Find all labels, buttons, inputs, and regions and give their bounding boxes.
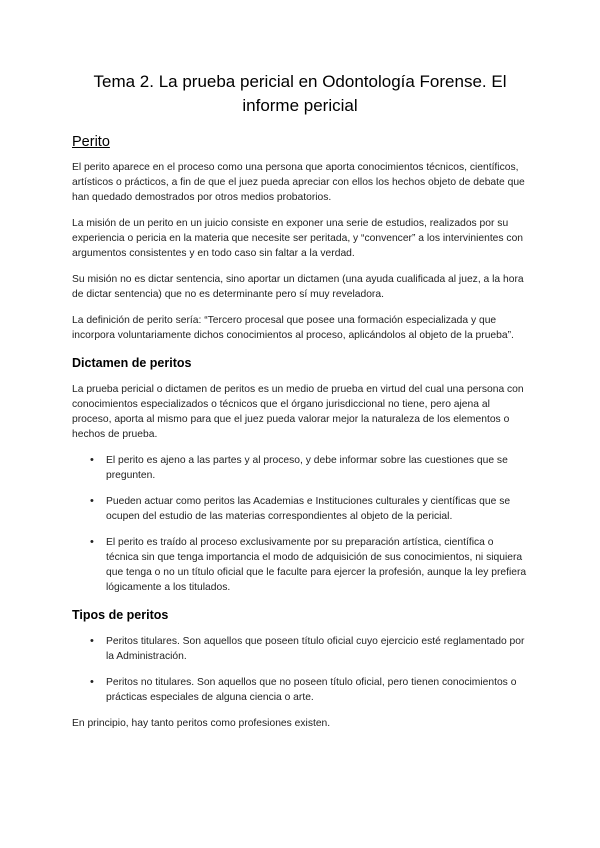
section-heading-perito: Perito bbox=[72, 134, 110, 150]
paragraph: La definición de perito sería: “Tercero procesal que posee una formación especializada y que incorpora voluntariamente dichos conocimientos al proceso, aplicándolos al objeto de la prueba”. bbox=[72, 315, 514, 341]
dictamen-bullet-list bbox=[72, 453, 528, 595]
list-item: • Peritos no titulares. Son aquellos que no poseen título oficial, pero tienen conocimientos o prácticas especiales de alguna ciencia o arte. bbox=[106, 675, 528, 705]
paragraph: En principio, hay tanto peritos como profesiones existen. bbox=[72, 718, 331, 729]
list-item: • El perito es traído al proceso exclusivamente por su preparación artística, científica o técnica sin que tenga importancia el modo de adquisición de sus conocimientos, ni siquiera que tenga o no un título oficial que le faculte para ejercer la profesión, aunque la ley prefiera lógicamente a los titulados. bbox=[106, 535, 528, 595]
paragraph: El perito aparece en el proceso como una persona que aporta conocimientos técnicos, científicos, artísticos o prácticos, a fin de que el juez pueda apreciar con ellos los hechos objeto de debate que han quedado demostrados por otros medios probatorios. bbox=[72, 162, 525, 203]
list-item: • El perito es ajeno a las partes y al proceso, y debe informar sobre las cuestiones que se pregunten. bbox=[106, 453, 528, 483]
paragraph: Su misión no es dictar sentencia, sino aportar un dictamen (una ayuda cualificada al juez, a la hora de dictar sentencia) que no es determinante pero sí muy reveladora. bbox=[72, 274, 524, 300]
section-heading-tipos: Tipos de peritos bbox=[72, 608, 169, 622]
section-heading-dictamen: Dictamen de peritos bbox=[72, 356, 192, 370]
paragraph: La misión de un perito en un juicio consiste en exponer una serie de estudios, realizados por su experiencia o pericia en la materia que necesite ser peritada, y “convencer” a los intervinientes con argumentos consistentes y en todo caso sin faltar a la verdad. bbox=[72, 218, 524, 259]
list-item: • Pueden actuar como peritos las Academias e Instituciones culturales y científicas que se ocupen del estudio de las materias correspondientes al objeto de la pericial. bbox=[106, 494, 528, 524]
document-title: Tema 2. La prueba pericial en Odontología Forense. El informe pericial bbox=[93, 72, 507, 115]
tipos-bullet-list bbox=[72, 634, 528, 705]
list-item: • Peritos titulares. Son aquellos que poseen título oficial cuyo ejercicio esté reglamentado por la Administración. bbox=[106, 634, 528, 664]
paragraph: La prueba pericial o dictamen de peritos es un medio de prueba en virtud del cual una persona con conocimientos especializados o técnicos que el órgano jurisdiccional no tiene, pero ajena al proceso, aporta al mismo para que el juez pueda valorar mejor la naturaleza de los elementos o hechos de prueba. bbox=[72, 384, 524, 440]
